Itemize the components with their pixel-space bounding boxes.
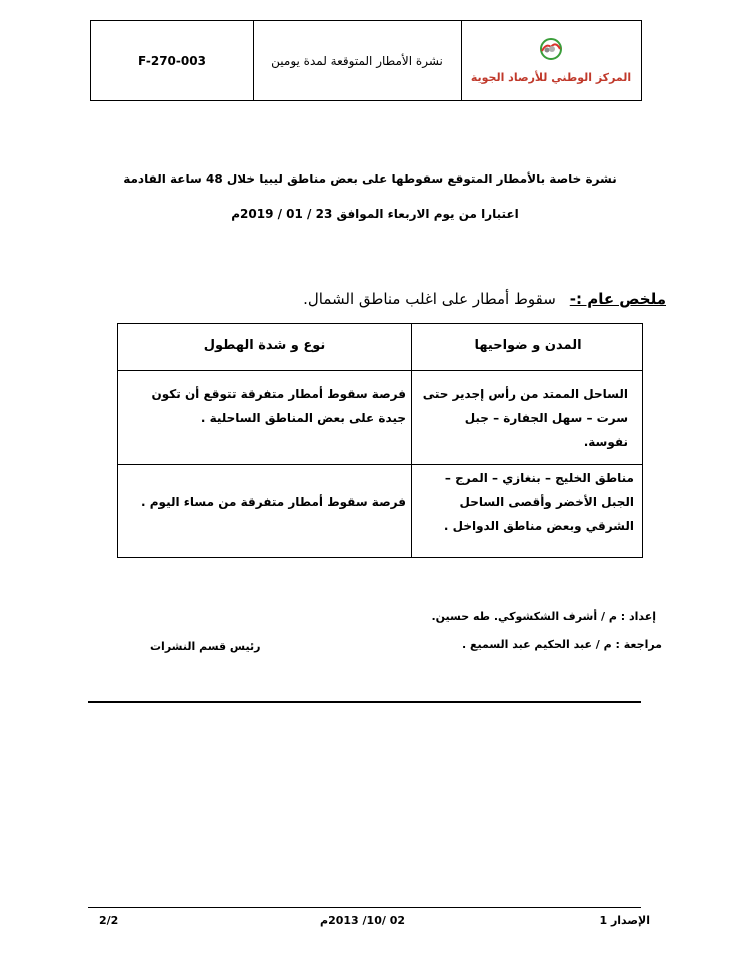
table-row-divider xyxy=(118,464,642,465)
center-logo-icon xyxy=(536,37,566,61)
prepared-by: إعداد : م / أشرف الشكشوكي. طه حسين. xyxy=(431,610,656,623)
footer-line xyxy=(88,907,641,908)
summary-text: سقوط أمطار على اغلب مناطق الشمال. xyxy=(303,290,556,308)
row2-cities: مناطق الخليج – بنغازي – المرج – الجبل الأخضر وأقصى الساحل الشرقي وبعض مناطق الدواخل . xyxy=(443,471,634,533)
document-header xyxy=(90,20,642,101)
bulletin-title: نشرة خاصة بالأمطار المتوقع سقوطها على بعض مناطق ليبيا خلال 48 ساعة القادمة xyxy=(123,172,617,186)
row2-precipitation: فرصة سقوط أمطار متفرقة من مساء اليوم . xyxy=(141,495,406,509)
header-cities: المدن و ضواحيها xyxy=(474,338,582,353)
table-row-divider xyxy=(118,370,642,371)
form-code-cell xyxy=(91,21,254,100)
head-of-section: رئيس قسم النشرات xyxy=(150,640,261,653)
edition-date: 02 /10/ 2013م xyxy=(320,914,406,927)
forecast-table xyxy=(117,323,643,558)
edition-number: الإصدار 1 xyxy=(599,914,650,927)
summary-label: ملخص عام :- xyxy=(569,290,666,308)
bulletin-name: نشرة الأمطار المتوقعة لمدة يومين xyxy=(271,53,443,68)
center-name: المركز الوطني للأرصاد الجوية xyxy=(470,71,632,84)
table-column-divider xyxy=(411,324,412,557)
general-summary xyxy=(303,290,666,308)
center-cell xyxy=(461,21,641,100)
bulletin-name-cell xyxy=(253,21,462,100)
validity-date: اعتبارا من يوم الاربعاء الموافق 23 / 01 / 2019م xyxy=(231,207,519,221)
header-precipitation: نوع و شدة الهطول xyxy=(203,338,326,353)
page-number: 2/2 xyxy=(99,914,119,927)
form-code: F-270-003 xyxy=(138,53,206,68)
row1-precipitation: فرصة سقوط أمطار متفرقة تتوقع أن تكون جيدة على بعض المناطق الساحلية . xyxy=(151,387,406,425)
reviewed-by: مراجعة : م / عبد الحكيم عبد السميع . xyxy=(461,638,662,651)
row1-cities: الساحل الممتد من رأس إجدير حتى سرت – سهل الجفارة – جبل نفوسة. xyxy=(422,387,628,449)
divider-line xyxy=(88,701,641,703)
